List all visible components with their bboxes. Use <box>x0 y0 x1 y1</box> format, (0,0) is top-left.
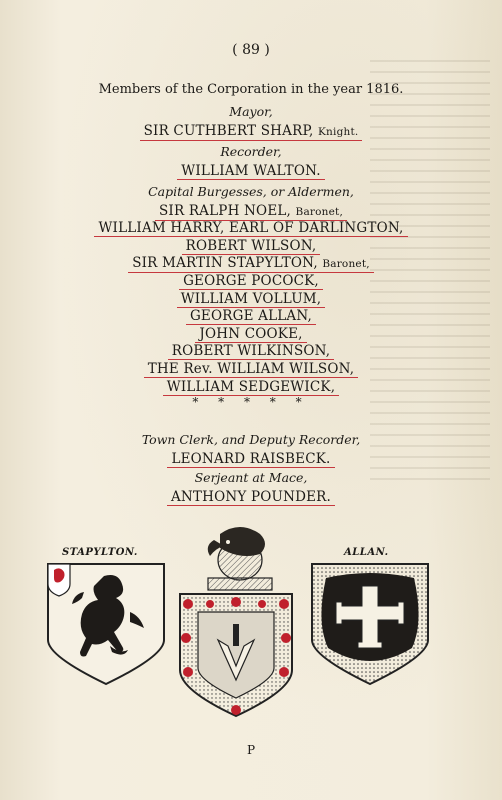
town-clerk-block <box>0 431 502 466</box>
alderman-name-text: THE Rev. WILLIAM WILSON, <box>147 360 355 377</box>
alderman-line <box>0 253 502 271</box>
alderman-line <box>0 341 502 359</box>
alderman-name <box>177 291 326 308</box>
stapylton-shield-icon <box>44 562 168 686</box>
alderman-name-text: WILLIAM SEDGEWICK, <box>166 378 336 395</box>
alderman-name-text: SIR MARTIN STAPYLTON, <box>132 255 318 272</box>
serjeant-label: Serjeant at Mace, <box>194 470 308 485</box>
stapylton-arms-label: STAPYLTON. <box>62 547 138 558</box>
allan-shield-icon <box>308 562 432 686</box>
aldermen-block <box>0 183 502 412</box>
center-crest-shield-icon <box>170 520 302 720</box>
alderman-name-text: WILLIAM VOLLUM, <box>180 290 322 307</box>
alderman-line <box>0 324 502 342</box>
alderman-name <box>163 379 339 396</box>
alderman-line <box>0 359 502 377</box>
alderman-name <box>94 220 407 237</box>
alderman-name <box>179 273 323 290</box>
alderman-line <box>0 306 502 324</box>
allan-arms-label: ALLAN. <box>344 547 389 558</box>
alderman-name-text: GEORGE POCOCK, <box>183 272 319 289</box>
alderman-name <box>168 343 335 360</box>
serjeant-block <box>0 469 502 504</box>
alderman-title-text: Baronet, <box>295 205 343 218</box>
alderman-name-text: SIR RALPH NOEL, <box>158 202 292 219</box>
mayor-block <box>0 103 502 138</box>
aldermen-list <box>0 201 502 395</box>
town-clerk-name: LEONARD RAISBECK. <box>167 451 334 468</box>
alderman-name-text: JOHN COOKE, <box>199 325 303 342</box>
alderman-name <box>144 361 359 378</box>
alderman-name-text: ROBERT WILKINSON, <box>171 343 331 360</box>
alderman-name <box>186 308 316 325</box>
alderman-line <box>0 201 502 219</box>
alderman-line <box>0 236 502 254</box>
alderman-name-text: GEORGE ALLAN, <box>189 308 313 325</box>
recorder-label: Recorder, <box>220 144 282 159</box>
alderman-name-text: WILLIAM HARRY, EARL OF DARLINGTON, <box>98 220 404 237</box>
serjeant-name: ANTHONY POUNDER. <box>167 489 335 506</box>
alderman-line <box>0 289 502 307</box>
alderman-name <box>195 326 306 343</box>
town-clerk-label: Town Clerk, and Deputy Recorder, <box>141 432 361 447</box>
separator-asterisks: * * * * * <box>192 395 310 410</box>
alderman-line <box>0 271 502 289</box>
page-number: ( 89 ) <box>232 42 270 58</box>
page-heading: Members of the Corporation in the year 1816. <box>98 82 404 97</box>
alderman-name <box>182 238 321 255</box>
mayor-label: Mayor, <box>229 104 273 119</box>
alderman-title-text: Baronet, <box>322 258 370 271</box>
recorder-block <box>0 143 502 178</box>
burgesses-label: Capital Burgesses, or Aldermen, <box>148 184 354 199</box>
alderman-line <box>0 377 502 395</box>
signature-mark: P <box>246 743 256 757</box>
mayor-name: SIR CUTHBERT SHARP, Knight. <box>140 123 363 141</box>
recorder-name: WILLIAM WALTON. <box>177 163 324 180</box>
alderman-line <box>0 218 502 236</box>
alderman-name-text: ROBERT WILSON, <box>185 237 317 254</box>
